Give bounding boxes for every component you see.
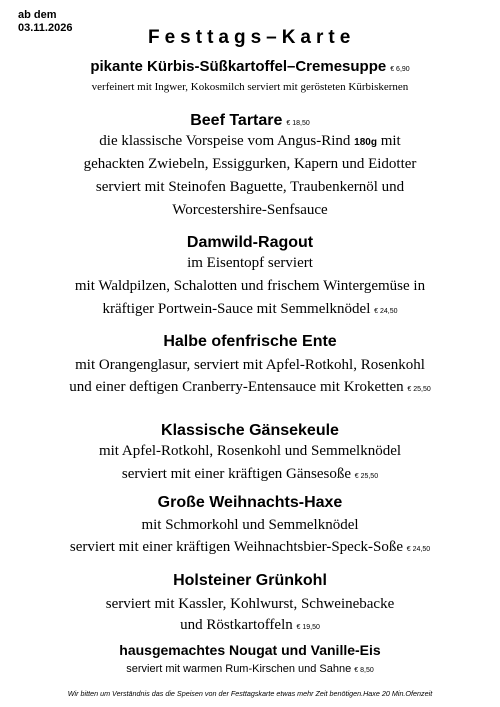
- dish-price: € 8,50: [354, 667, 374, 674]
- valid-from-date: 03.11.2026: [18, 22, 73, 34]
- dish-description-line: mit Schmorkohl und Semmelknödel: [141, 517, 359, 533]
- footer-note: Wir bitten um Verständnis das die Speisen von der Festtagskarte etwas mehr Zeit benötigen.Haxe 20 Min.Ofenzeit: [67, 689, 433, 698]
- dish-description-line: und Röstkartoffeln € 19,50: [180, 617, 320, 633]
- dish-price: € 19,50: [296, 624, 320, 631]
- dish-description-line: serviert mit Steinofen Baguette, Traubenkernöl und: [95, 179, 405, 195]
- date-prefix: ab dem: [18, 9, 57, 21]
- dish-description-line: serviert mit einer kräftigen Weihnachtsbier-Speck-Soße € 24,50: [69, 539, 431, 555]
- dish-description: verfeinert mit Ingwer, Kokosmilch serviert mit gerösteten Kürbiskernen: [91, 81, 409, 93]
- page-title: Festtags–Karte: [148, 27, 356, 48]
- dish-name: Klassische Gänsekeule: [161, 422, 339, 439]
- dish-name: hausgemachtes Nougat und Vanille-Eis: [119, 642, 381, 658]
- dish-description-line: und einer deftigen Cranberry-Entensauce mit Kroketten € 25,50: [69, 379, 431, 395]
- dish-price: € 24,50: [406, 546, 431, 553]
- menu-item-beef-tartare: [0, 112, 500, 130]
- dish-description-line: kräftiger Portwein-Sauce mit Semmelknödel € 24,50: [102, 301, 398, 317]
- dish-description-line: serviert mit einer kräftigen Gänsesoße € 25,50: [121, 466, 379, 482]
- dish-description-line: die klassische Vorspeise vom Angus-Rind 180g mit: [99, 133, 401, 149]
- dish-description-line: mit Orangenglasur, serviert mit Apfel-Rotkohl, Rosenkohl: [75, 357, 425, 373]
- dish-name: Große Weihnachts-Haxe: [157, 494, 343, 511]
- dish-description-line: serviert mit Kassler, Kohlwurst, Schweinebacke: [105, 596, 395, 612]
- dish-name: pikante Kürbis-Süßkartoffel–Cremesuppe: [90, 58, 387, 75]
- dish-price: € 18,50: [286, 120, 310, 127]
- dish-name: Halbe ofenfrische Ente: [163, 333, 337, 350]
- dish-price: € 25,50: [407, 386, 431, 393]
- dish-description-line: mit Waldpilzen, Schalotten und frischem Wintergemüse in: [74, 278, 426, 294]
- dish-description-line: im Eisentopf serviert: [187, 255, 313, 271]
- dish-description-line: serviert mit warmen Rum-Kirschen und Sahne € 8,50: [126, 663, 374, 675]
- dish-description-line: Worcestershire-Senfsauce: [172, 202, 328, 218]
- dish-price: € 6,90: [390, 66, 410, 73]
- dish-price: € 25,50: [354, 473, 379, 480]
- menu-item-soup: [0, 58, 500, 76]
- dish-name: Beef Tartare: [190, 112, 283, 129]
- dish-name: Damwild-Ragout: [186, 234, 314, 251]
- dish-name: Holsteiner Grünkohl: [173, 572, 327, 589]
- weight-label: 180g: [354, 137, 377, 148]
- dish-description-line: mit Apfel-Rotkohl, Rosenkohl und Semmelknödel: [98, 443, 402, 459]
- dish-price: € 24,50: [374, 308, 398, 315]
- dish-description-line: gehackten Zwiebeln, Essiggurken, Kapern und Eidotter: [83, 156, 417, 172]
